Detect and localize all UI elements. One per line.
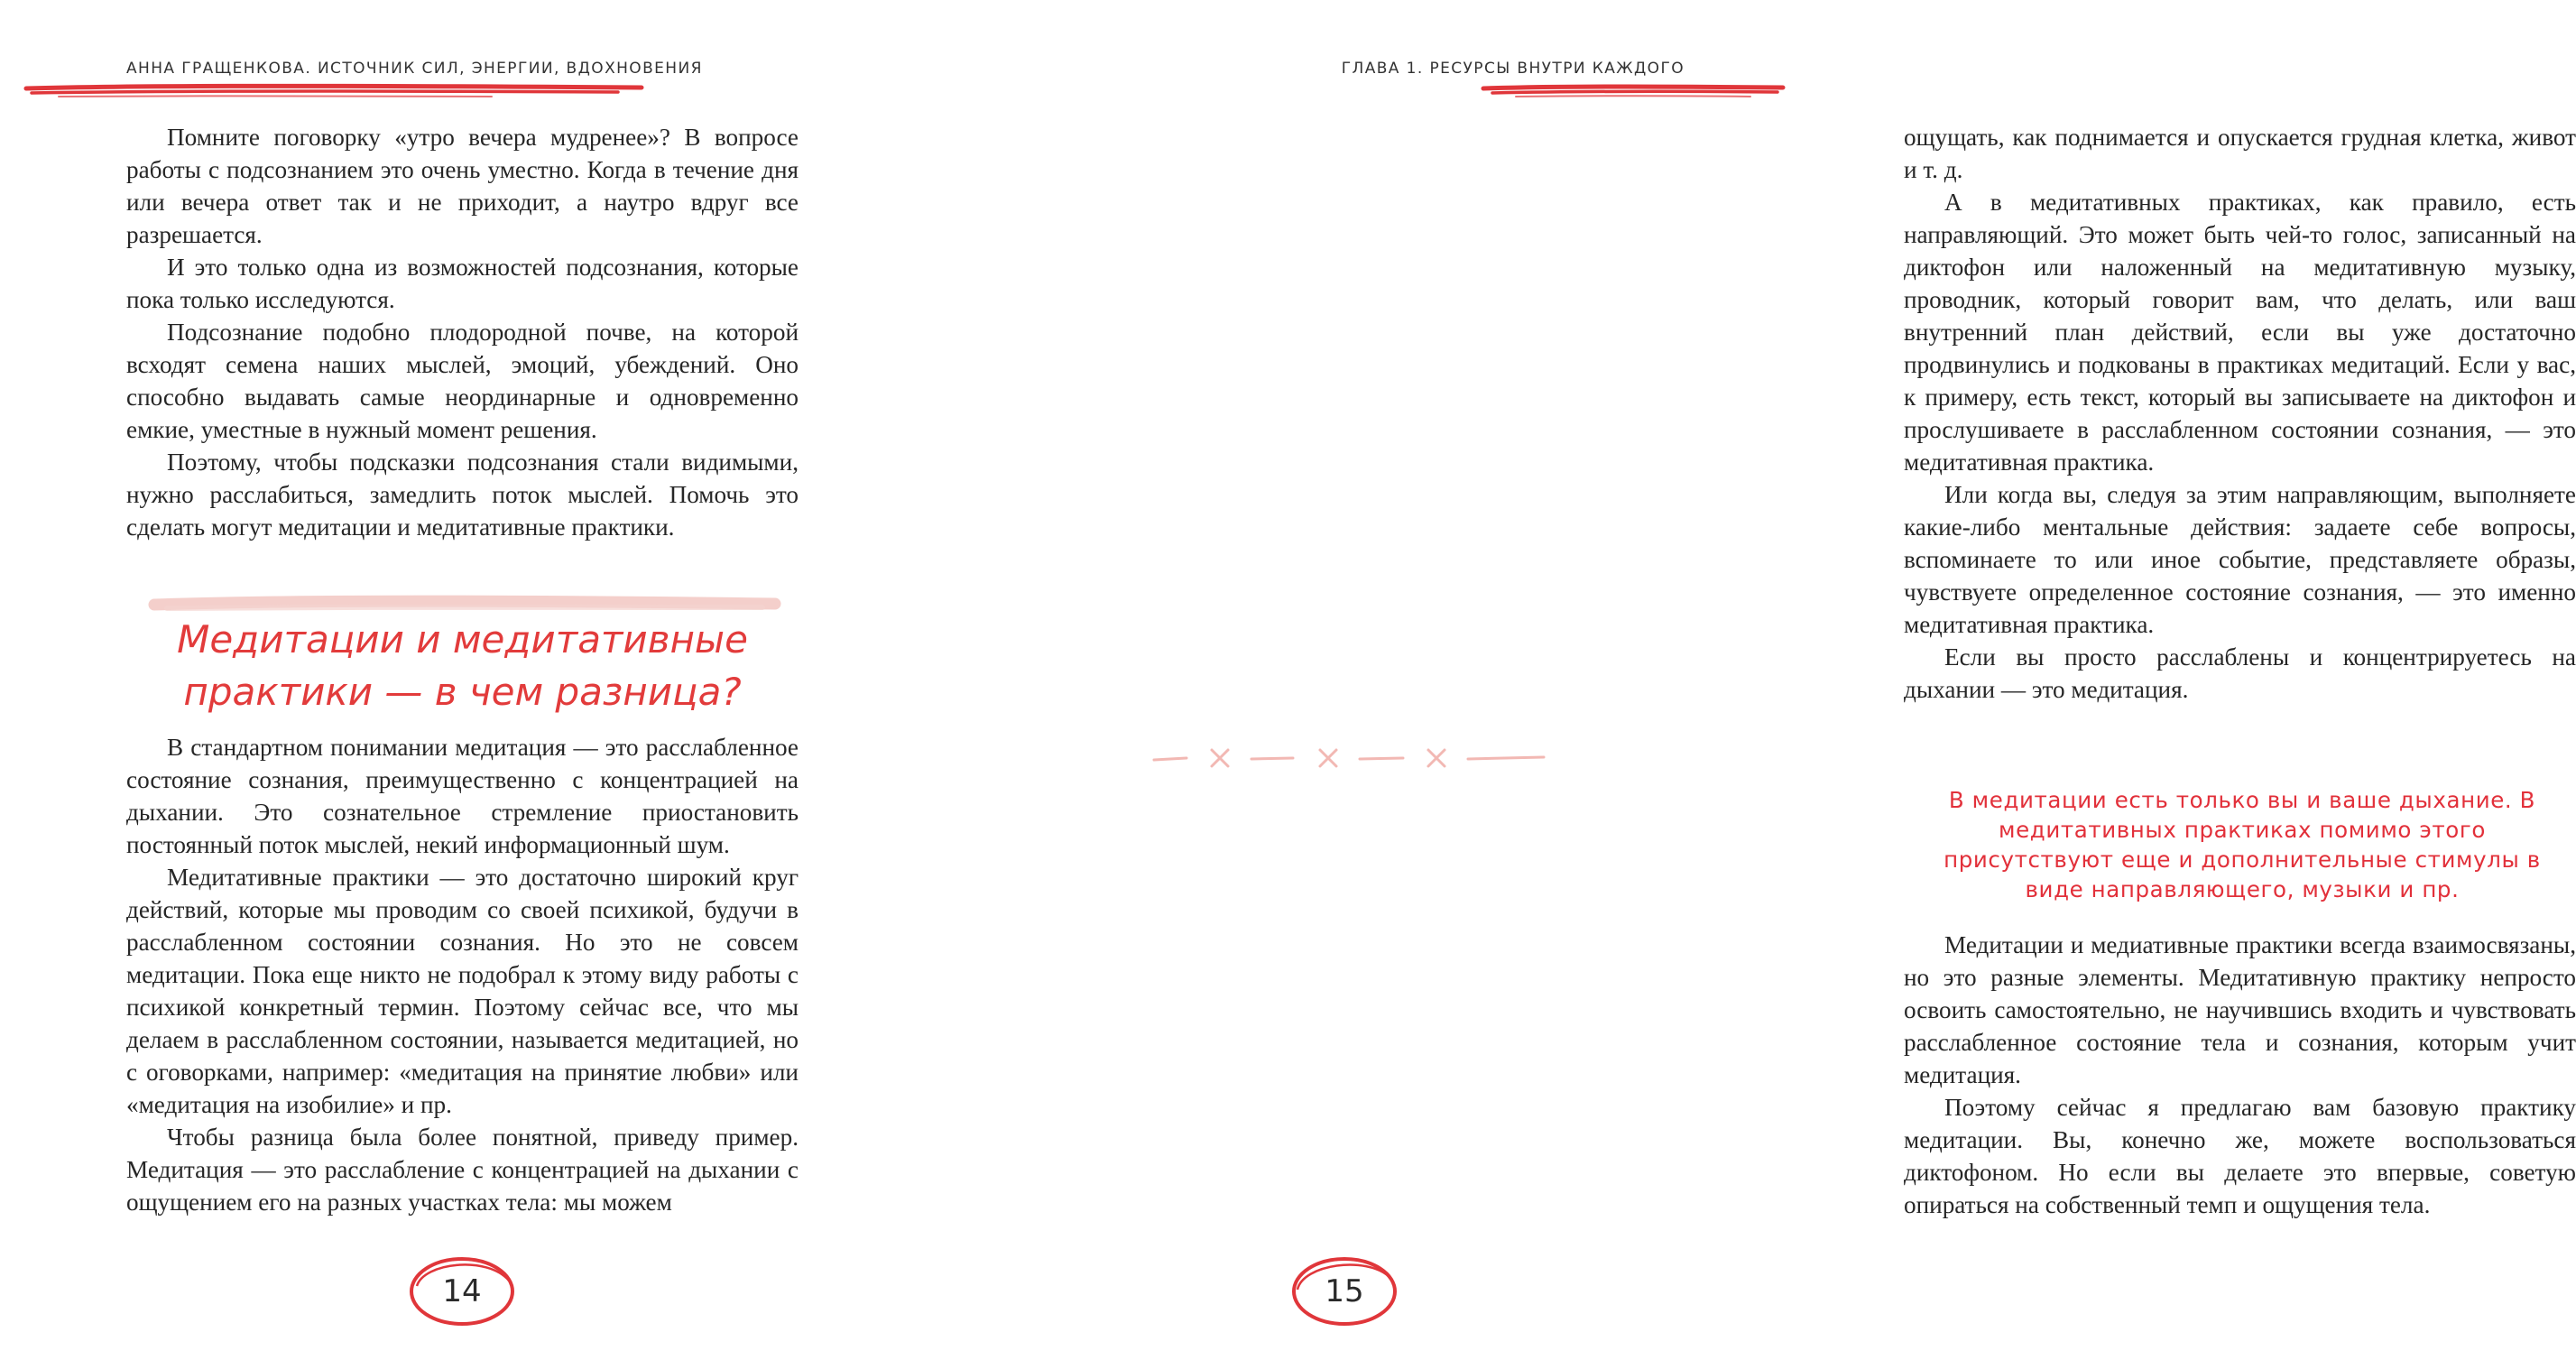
paragraph: ощущать, как поднимается и опускается грудная клетка, живот и т. д. xyxy=(1904,124,2576,183)
paragraph: Чтобы разница была более понятной, приведу пример. Медитация — это расслабление с концентрацией на дыхании с ощущением его на разных участках тела: мы можем xyxy=(126,1124,799,1216)
paragraph: Если вы просто расслаблены и концентрируетесь на дыхании — это медитация. xyxy=(1904,643,2576,703)
paragraph: Помните поговорку «утро вечера мудренее»? В вопросе работы с подсознанием это очень уместно. Когда в течение дня или вечера ответ так и не приходит, а наутро вдруг все разрешается. xyxy=(126,124,799,248)
left-section-text xyxy=(126,731,799,1218)
running-head-right: ГЛАВА 1. РЕСУРСЫ ВНУТРИ КАЖДОГО xyxy=(1341,60,1685,78)
paragraph: И это только одна из возможностей подсознания, которые пока только исследуются. xyxy=(126,254,799,313)
red-brush-stroke-right xyxy=(1480,79,1787,101)
paragraph: В стандартном понимании медитация — это расслабленное состояние сознания, преимущественно с концентрацией на дыхании. Это сознательное стремление приостановить постоянный поток мыслей, некий информационный шум. xyxy=(126,734,799,858)
running-head-left: АННА ГРАЩЕНКОВА. ИСТОЧНИК СИЛ, ЭНЕРГИИ, ВДОХНОВЕНИЯ xyxy=(126,60,703,78)
paragraph: Подсознание подобно плодородной почве, на которой всходят семена наших мыслей, эмоций, убеждений. Оно способно выдавать самые неординарные и одновременно емкие, уместные в нужный момент решения. xyxy=(126,319,799,443)
paragraph: Поэтому, чтобы подсказки подсознания стали видимыми, нужно расслабиться, замедлить поток мыслей. Помочь это сделать могут медитации и медитативные практики. xyxy=(126,449,799,541)
section-heading: Медитации и медитативные практики — в чем разница? xyxy=(177,617,748,714)
page-number-right: 15 xyxy=(1299,1259,1390,1324)
paragraph: Медитативные практики — это достаточно широкий круг действий, которые мы проводим со своей психикой, будучи в расслабленном состоянии сознания. Но это не совсем медитации. Пока еще никто не подобрал к этому виду работы с психикой конкретный термин. Поэтому сейчас все, что мы делаем в расслабленном состоянии, называется медитацией, но с оговорками, например: «медитация на принятие любви» или «медитация на изобилие» и пр. xyxy=(126,864,799,1118)
page-number-left: 14 xyxy=(417,1259,507,1324)
right-top-text xyxy=(1904,121,2576,706)
callout-quote: В медитации есть только вы и ваше дыхание. В медитативных практиках помимо этого присутствуют еще и дополнительные стимулы в виде направляющего, музыки и пр. xyxy=(1944,787,2541,902)
paragraph: Поэтому сейчас я предлагаю вам базовую практику медитации. Вы, конечно же, можете воспользоваться диктофоном. Но если вы делаете это впервые, советую опираться на собственный темп и ощущения тела. xyxy=(1904,1094,2576,1218)
paragraph: Или когда вы, следуя за этим направляющим, выполняете какие-либо ментальные действия: задаете себе вопросы, вспоминаете то или иное событие, представляете образы, чувствуете определенное состояние сознания, — это именно медитативная практика. xyxy=(1904,481,2576,638)
paragraph: А в медитативных практиках, как правило, есть направляющий. Это может быть чей-то голос, записанный на диктофон или наложенный на медитативную музыку, проводник, который говорит вам, что делать, или ваш внутренний план действий, если вы уже достаточно продвинулись и подкованы в практиках медитаций. Если у вас, к примеру, есть текст, который вы записываете на диктофон и прослушиваете в расслабленном состоянии сознания, — это медитативная практика. xyxy=(1904,189,2576,476)
right-page xyxy=(902,0,2576,1360)
left-page xyxy=(0,0,902,1360)
decorative-cross-divider xyxy=(1150,745,1547,772)
left-intro-text xyxy=(126,121,799,543)
red-brush-stroke-left xyxy=(23,79,645,101)
paragraph: Медитации и медиативные практики всегда взаимосвязаны, но это разные элементы. Медитативную практику непросто освоить самостоятельно, не научившись входить и чувствовать расслабленное состояние тела и сознания, которым учит медитация. xyxy=(1904,931,2576,1088)
right-bottom-text xyxy=(1904,929,2576,1221)
pink-brush-highlight xyxy=(149,594,780,615)
